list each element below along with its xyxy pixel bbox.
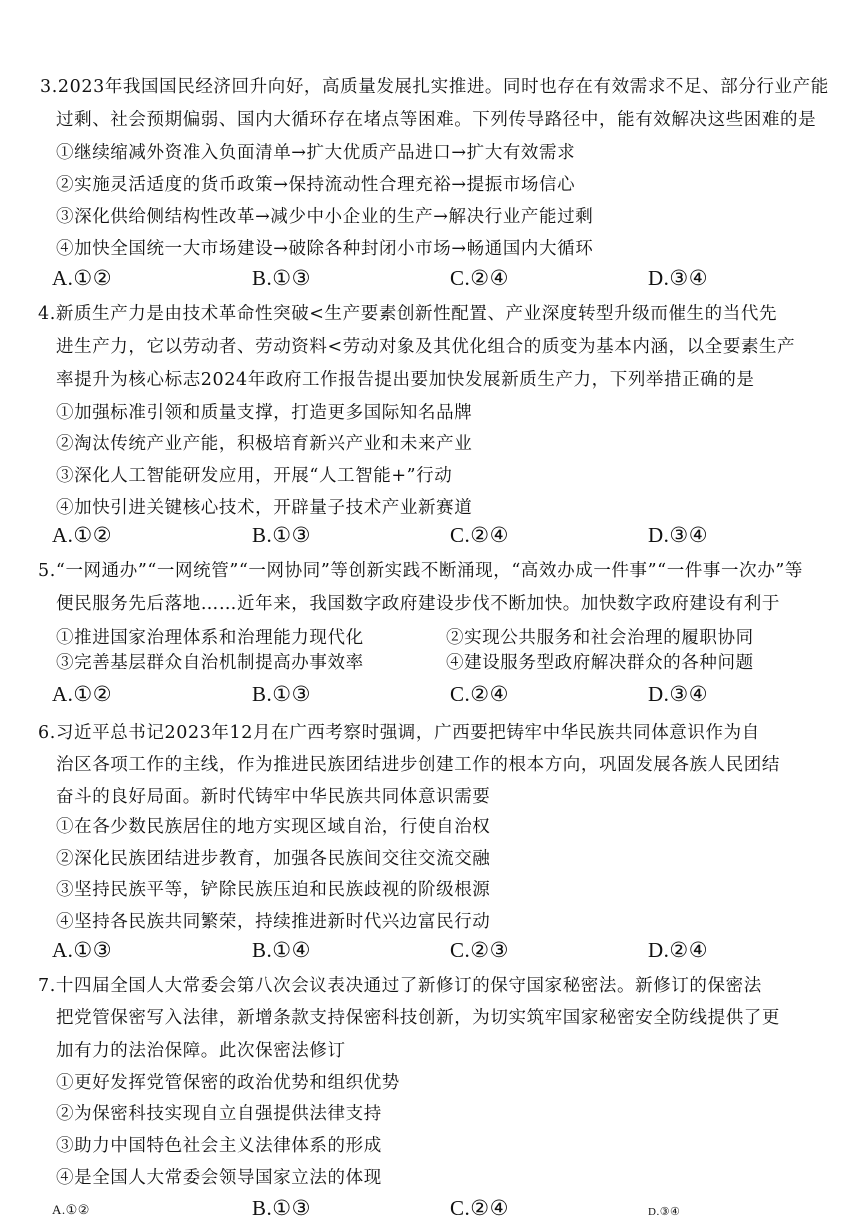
q6-option-c[interactable]: C.②③ bbox=[450, 938, 509, 962]
q5-item-3: ③完善基层群众自治机制提高办事效率 bbox=[56, 653, 364, 673]
q3-option-c[interactable]: C.②④ bbox=[450, 266, 509, 290]
q3-stem-line-1: 3.2023年我国国民经济回升向好，高质量发展扎实推进。同时也存在有效需求不足、部分行业产能 bbox=[40, 77, 829, 97]
q5-options bbox=[52, 680, 852, 710]
q4-stem-line-1: 4.新质生产力是由技术革命性突破<生产要素创新性配置、产业深度转型升级而催生的当代先 bbox=[38, 304, 778, 324]
q4-item-1: ①加强标准引领和质量支撑，打造更多国际知名品牌 bbox=[56, 403, 473, 423]
q6-option-b[interactable]: B.①④ bbox=[252, 938, 311, 962]
q4-option-c[interactable]: C.②④ bbox=[450, 523, 509, 547]
q4-option-d[interactable]: D.③④ bbox=[648, 523, 709, 547]
q3-option-a[interactable]: A.①② bbox=[52, 266, 113, 290]
q3-item-4: ④加快全国统一大市场建设→破除各种封闭小市场→畅通国内大循环 bbox=[56, 239, 594, 259]
q5-stem-line-2: 便民服务先后落地……近年来，我国数字政府建设步伐不断加快。加快数字政府建设有利于 bbox=[56, 594, 780, 614]
q6-stem-line-1: 6.习近平总书记2023年12月在广西考察时强调，广西要把铸牢中华民族共同体意识作为自 bbox=[38, 723, 760, 743]
q5-item-1: ①推进国家治理体系和治理能力现代化 bbox=[56, 628, 364, 648]
q4-item-2: ②淘汰传统产业产能，积极培育新兴产业和未来产业 bbox=[56, 434, 473, 454]
q5-option-d[interactable]: D.③④ bbox=[648, 682, 709, 706]
q4-stem-line-2: 进生产力，它以劳动者、劳动资料<劳动对象及其优化组合的质变为基本内涵，以全要素生产 bbox=[56, 337, 796, 357]
q7-item-1: ①更好发挥党管保密的政治优势和组织优势 bbox=[56, 1073, 400, 1093]
q5-option-a[interactable]: A.①② bbox=[52, 682, 113, 706]
q7-item-2: ②为保密科技实现自立自强提供法律支持 bbox=[56, 1104, 382, 1124]
q7-stem-line-1: 7.十四届全国人大常委会第八次会议表决通过了新修订的保守国家秘密法。新修订的保密法 bbox=[38, 976, 762, 996]
q4-stem-line-3: 率提升为核心标志2024年政府工作报告提出要加快发展新质生产力，下列举措正确的是 bbox=[56, 370, 755, 390]
q4-option-a[interactable]: A.①② bbox=[52, 523, 113, 547]
q4-item-3: ③深化人工智能研发应用，开展“人工智能+”行动 bbox=[56, 466, 453, 486]
q5-option-b[interactable]: B.①③ bbox=[252, 682, 311, 706]
q7-stem-line-3: 加有力的法治保障。此次保密法修订 bbox=[56, 1041, 346, 1061]
q4-item-4: ④加快引进关键核心技术，开辟量子技术产业新赛道 bbox=[56, 498, 473, 518]
q6-stem-line-3: 奋斗的良好局面。新时代铸牢中华民族共同体意识需要 bbox=[56, 787, 491, 807]
q3-option-b[interactable]: B.①③ bbox=[252, 266, 311, 290]
q3-item-2: ②实施灵活适度的货币政策→保持流动性合理充裕→提振市场信心 bbox=[56, 175, 576, 195]
q3-stem-line-2: 过剩、社会预期偏弱、国内大循环存在堵点等困难。下列传导路径中，能有效解决这些困难的是 bbox=[56, 110, 817, 130]
q6-item-3: ③坚持民族平等，铲除民族压迫和民族歧视的阶级根源 bbox=[56, 880, 491, 900]
q7-option-b[interactable]: B.①③ bbox=[252, 1196, 311, 1220]
q7-item-3: ③助力中国特色社会主义法律体系的形成 bbox=[56, 1136, 382, 1156]
q3-item-3: ③深化供给侧结构性改革→减少中小企业的生产→解决行业产能过剩 bbox=[56, 207, 594, 227]
q7-option-a[interactable]: A.①② bbox=[52, 1202, 90, 1217]
q5-item-2: ②实现公共服务和社会治理的履职协同 bbox=[446, 628, 754, 648]
q7-stem-line-2: 把党管保密写入法律，新增条款支持保密科技创新，为切实筑牢国家秘密安全防线提供了更 bbox=[56, 1008, 780, 1028]
q6-item-1: ①在各少数民族居住的地方实现区域自治，行使自治权 bbox=[56, 817, 491, 837]
q6-item-4: ④坚持各民族共同繁荣，持续推进新时代兴边富民行动 bbox=[56, 912, 491, 932]
q6-stem-line-2: 治区各项工作的主线，作为推进民族团结进步创建工作的根本方向，巩固发展各族人民团结 bbox=[56, 755, 780, 775]
q7-option-d[interactable]: D.③④ bbox=[648, 1206, 681, 1218]
q3-options bbox=[52, 264, 852, 294]
q6-option-a[interactable]: A.①③ bbox=[52, 938, 113, 962]
q5-item-4: ④建设服务型政府解决群众的各种问题 bbox=[446, 653, 754, 673]
q6-option-d[interactable]: D.②④ bbox=[648, 938, 709, 962]
q6-item-2: ②深化民族团结进步教育，加强各民族间交往交流交融 bbox=[56, 849, 491, 869]
q7-item-4: ④是全国人大常委会领导国家立法的体现 bbox=[56, 1168, 382, 1188]
q4-options bbox=[52, 521, 852, 551]
q6-options bbox=[52, 936, 852, 966]
q7-options bbox=[52, 1194, 852, 1224]
q3-item-1: ①继续缩减外资准入负面清单→扩大优质产品进口→扩大有效需求 bbox=[56, 143, 576, 163]
q5-stem-line-1: 5.“一网通办”“一网统管”“一网协同”等创新实践不断涌现，“高效办成一件事”“一件事一次办”等 bbox=[38, 561, 803, 581]
q5-option-c[interactable]: C.②④ bbox=[450, 682, 509, 706]
q4-option-b[interactable]: B.①③ bbox=[252, 523, 311, 547]
q7-option-c[interactable]: C.②④ bbox=[450, 1196, 509, 1220]
q3-option-d[interactable]: D.③④ bbox=[648, 266, 709, 290]
